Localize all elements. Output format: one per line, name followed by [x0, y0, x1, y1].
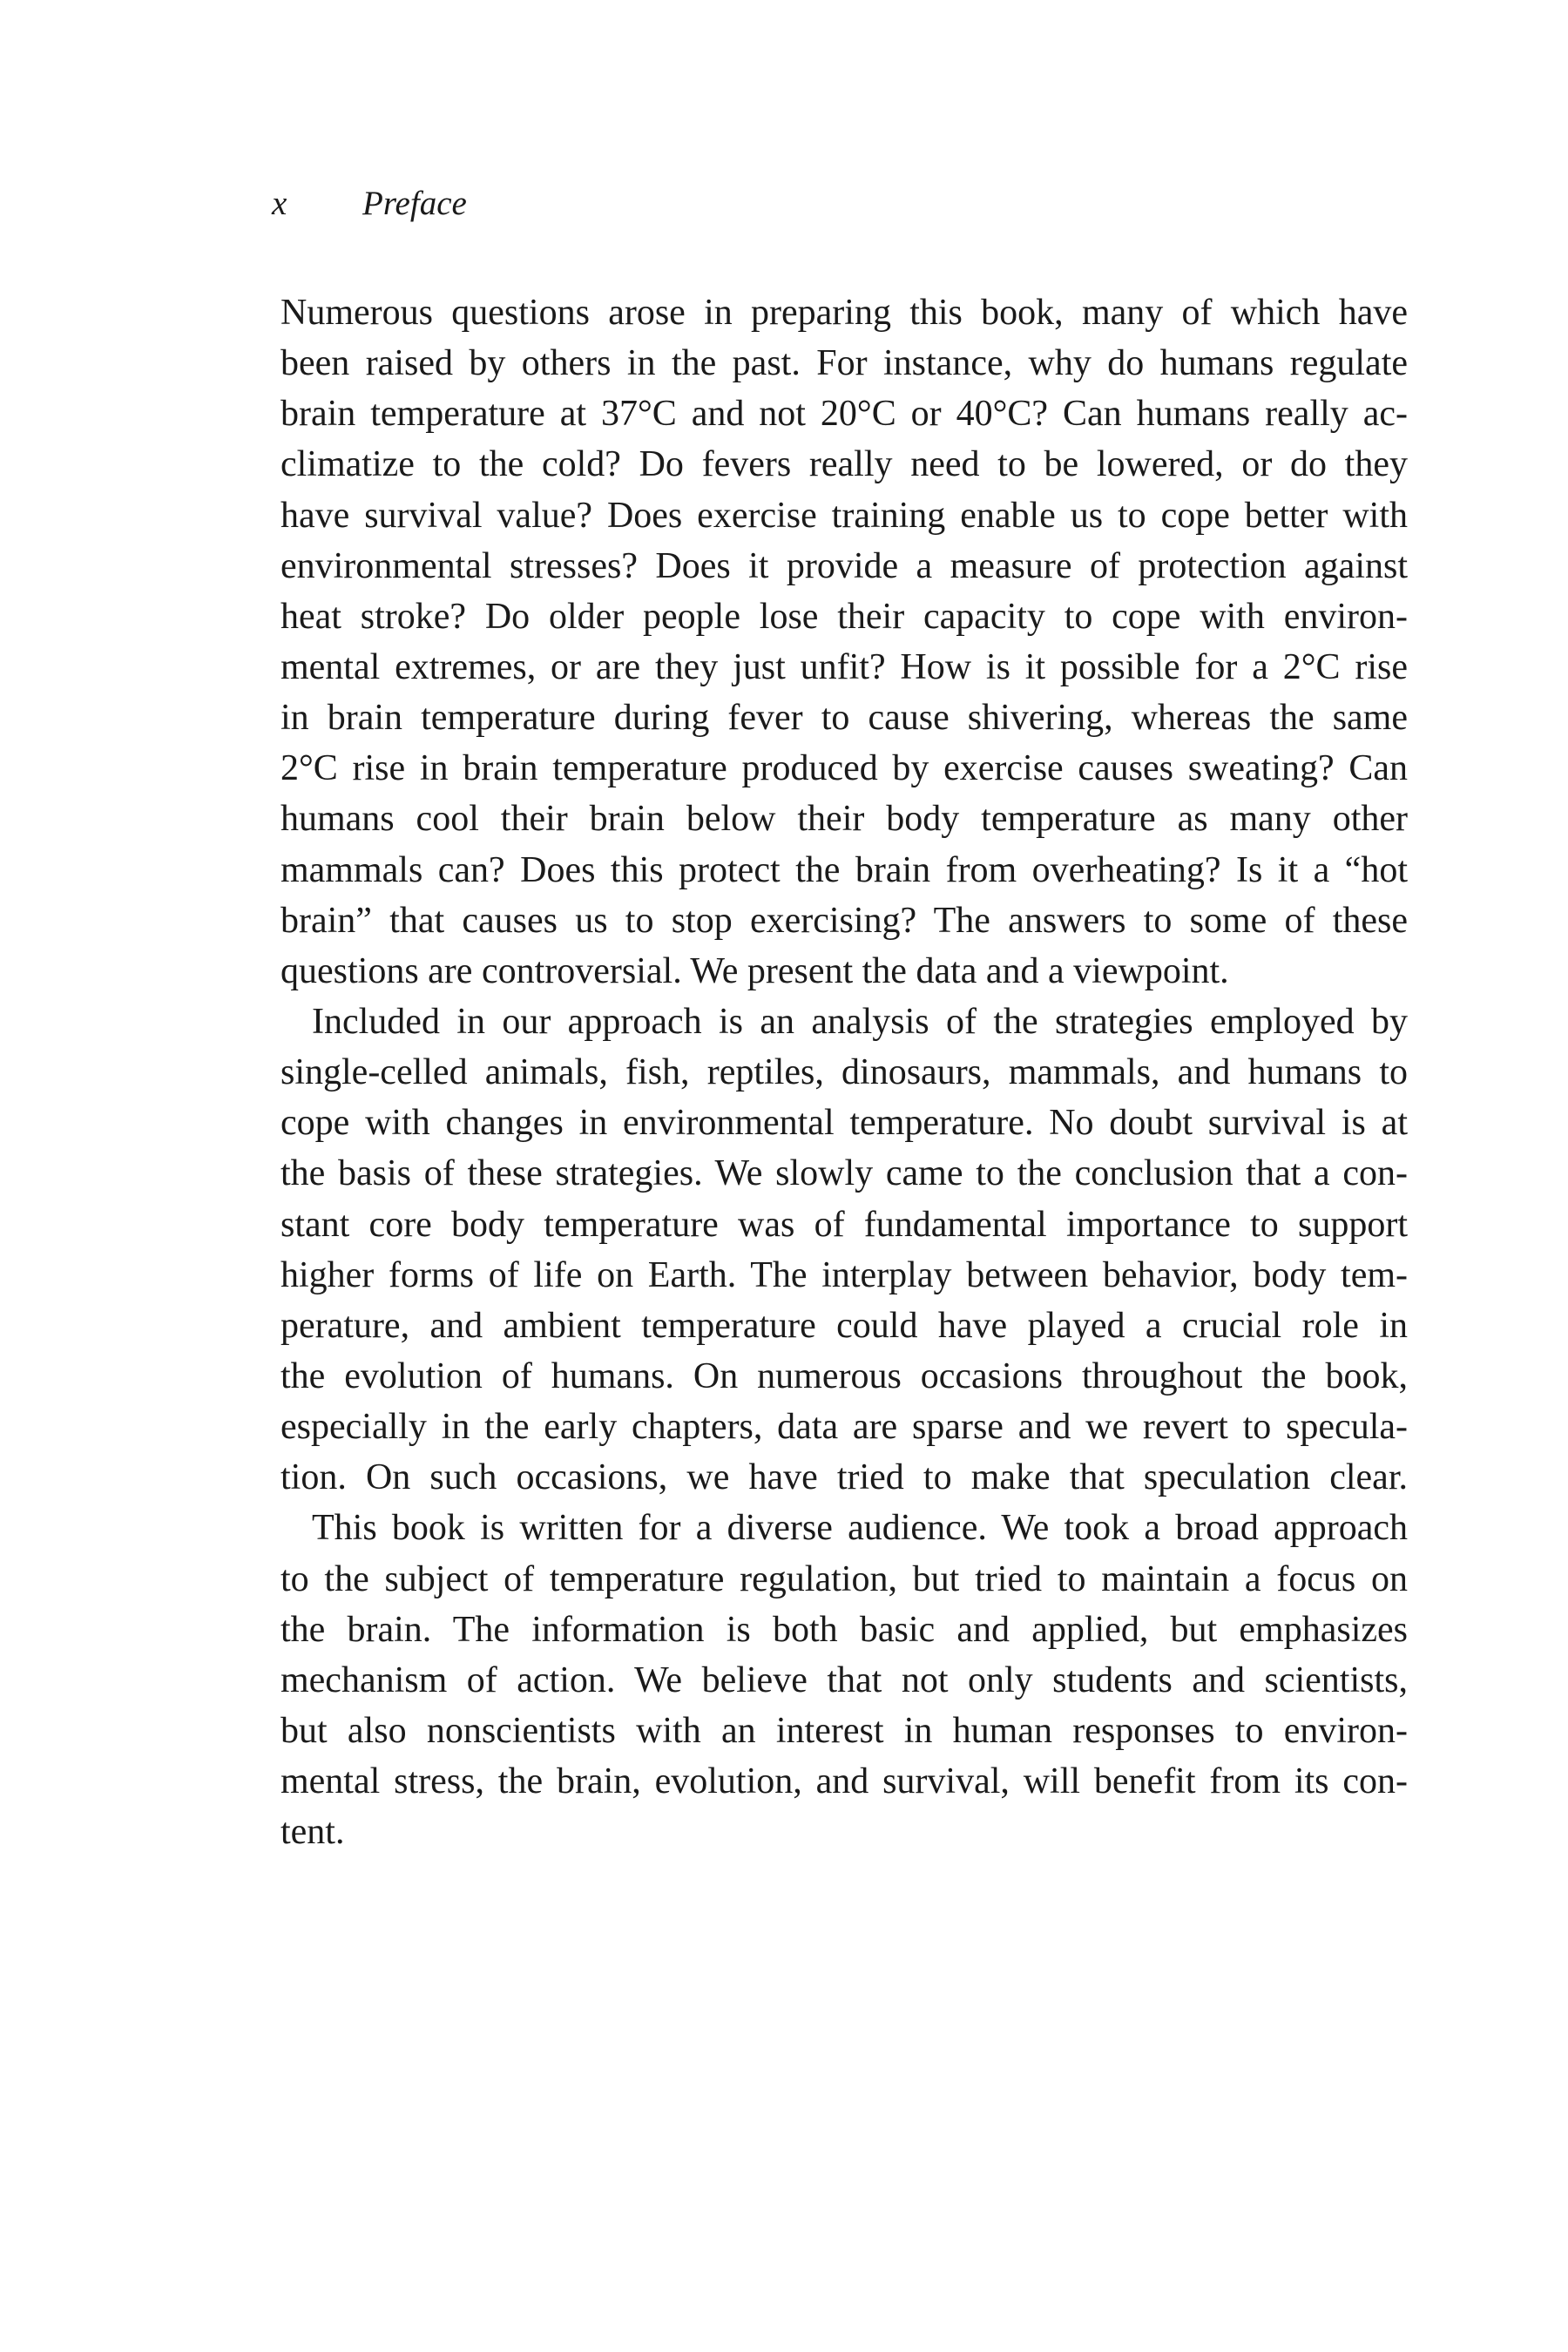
running-head-title: Preface: [362, 185, 467, 222]
text-line: the brain. The information is both basic and applied, but emphasizes: [280, 1609, 1408, 1650]
text-line: tion. On such occasions, we have tried to make that speculation clear.: [280, 1457, 1408, 1498]
text-line: humans cool their brain below their body temperature as many other: [280, 799, 1408, 840]
text-line: the evolution of humans. On numerous occasions throughout the book,: [280, 1355, 1408, 1396]
running-head: [272, 186, 467, 220]
text-line: 2°C rise in brain temperature produced by exercise causes sweating? Can: [280, 748, 1408, 789]
text-line: mechanism of action. We believe that not only students and scientists,: [280, 1659, 1408, 1700]
text-line: climatize to the cold? Do fevers really need to be lowered, or do they: [280, 444, 1408, 485]
text-line: This book is written for a diverse audience. We took a broad approach: [312, 1508, 1408, 1549]
text-line: brain” that causes us to stop exercising? The answers to some of these: [280, 900, 1408, 941]
text-line: questions are controversial. We present the data and a viewpoint.: [280, 950, 1229, 991]
text-line: in brain temperature during fever to cause shivering, whereas the same: [280, 698, 1408, 739]
text-line: Included in our approach is an analysis of the strategies employed by: [312, 1001, 1408, 1042]
page-number: x: [272, 185, 287, 222]
text-line: the basis of these strategies. We slowly came to the conclusion that a con-: [280, 1153, 1408, 1194]
text-line: mental extremes, or are they just unfit? How is it possible for a 2°C rise: [280, 646, 1408, 687]
text-line: heat stroke? Do older people lose their capacity to cope with environ-: [280, 596, 1408, 637]
body-text: [280, 287, 1408, 1857]
text-line: brain temperature at 37°C and not 20°C or 40°C? Can humans really ac-: [280, 394, 1408, 435]
text-line: Numerous questions arose in preparing this book, many of which have: [280, 293, 1408, 333]
text-line: have survival value? Does exercise training enable us to cope better with: [280, 495, 1408, 536]
text-line: single-celled animals, fish, reptiles, dinosaurs, mammals, and humans to: [280, 1052, 1408, 1093]
text-line: stant core body temperature was of fundamental importance to support: [280, 1204, 1408, 1245]
text-line: but also nonscientists with an interest in human responses to environ-: [280, 1710, 1408, 1751]
text-line: especially in the early chapters, data are sparse and we revert to specula-: [280, 1407, 1408, 1448]
text-line: to the subject of temperature regulation, but tried to maintain a focus on: [280, 1558, 1408, 1599]
text-line: environmental stresses? Does it provide a measure of protection against: [280, 545, 1408, 586]
text-line: mental stress, the brain, evolution, and survival, will benefit from its con-: [280, 1761, 1408, 1802]
text-line: mammals can? Does this protect the brain from overheating? Is it a “hot: [280, 849, 1408, 890]
text-line: perature, and ambient temperature could have played a crucial role in: [280, 1305, 1408, 1346]
text-line: tent.: [280, 1812, 345, 1853]
text-line: been raised by others in the past. For instance, why do humans regulate: [280, 343, 1408, 384]
text-line: higher forms of life on Earth. The interplay between behavior, body tem-: [280, 1254, 1408, 1295]
text-line: cope with changes in environmental temperature. No doubt survival is at: [280, 1103, 1408, 1144]
